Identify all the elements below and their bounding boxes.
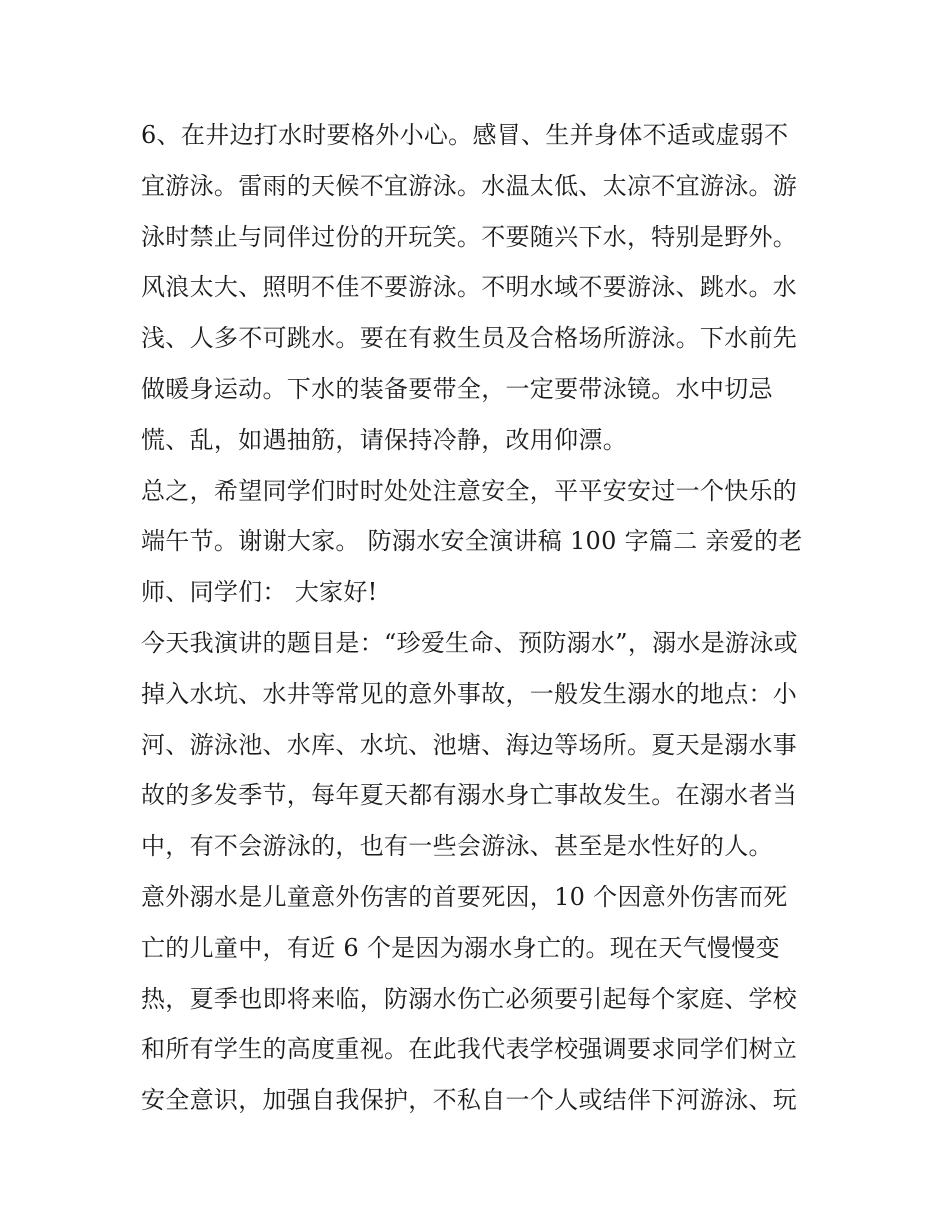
text-line: 端午节。谢谢大家。 防溺水安全演讲稿 100 字篇二 亲爱的老 bbox=[141, 527, 803, 556]
text-line: 师、同学们： 大家好! bbox=[141, 578, 378, 607]
text-line: 总之，希望同学们时时处处注意安全，平平安安过一个快乐的 bbox=[141, 476, 798, 505]
text-line: 6、在井边打水时要格外小心。感冒、生并身体不适或虚弱不 bbox=[141, 121, 789, 149]
text-line: 意外溺水是儿童意外伤害的首要死因，10 个因意外伤害而死 bbox=[141, 882, 788, 911]
text-line: 做暖身运动。下水的装备要带全，一定要带泳镜。水中切忌 bbox=[141, 374, 773, 403]
text-line: 风浪太大、照明不佳不要游泳。不明水域不要游泳、跳水。水 bbox=[141, 273, 798, 302]
text-line: 河、游泳池、水库、水坑、池塘、海边等场所。夏天是溺水事 bbox=[141, 730, 798, 759]
body-text bbox=[141, 110, 821, 1126]
text-line: 宜游泳。雷雨的天候不宜游泳。水温太低、太凉不宜游泳。游 bbox=[141, 171, 798, 200]
text-line: 和所有学生的高度重视。在此我代表学校强调要求同学们树立 bbox=[141, 1035, 798, 1064]
text-line: 热，夏季也即将来临，防溺水伤亡必须要引起每个家庭、学校 bbox=[141, 984, 798, 1013]
text-line: 慌、乱，如遇抽筋，请保持冷静，改用仰漂。 bbox=[141, 425, 627, 454]
text-line: 亡的儿童中，有近 6 个是因为溺水身亡的。现在天气慢慢变 bbox=[141, 933, 780, 962]
text-line: 今天我演讲的题目是：“珍爱生命、预防溺水”，溺水是游泳或 bbox=[141, 628, 798, 657]
text-line: 泳时禁止与同伴过份的开玩笑。不要随兴下水，特别是野外。 bbox=[141, 222, 798, 251]
text-line: 安全意识，加强自我保护，不私自一个人或结伴下河游泳、玩 bbox=[141, 1086, 798, 1115]
text-line: 故的多发季节，每年夏天都有溺水身亡事故发生。在溺水者当 bbox=[141, 781, 798, 810]
text-line: 掉入水坑、水井等常见的意外事故，一般发生溺水的地点：小 bbox=[141, 679, 798, 708]
text-line: 浅、人多不可跳水。要在有救生员及合格场所游泳。下水前先 bbox=[141, 324, 798, 353]
text-line: 中，有不会游泳的，也有一些会游泳、甚至是水性好的人。 bbox=[141, 832, 773, 861]
